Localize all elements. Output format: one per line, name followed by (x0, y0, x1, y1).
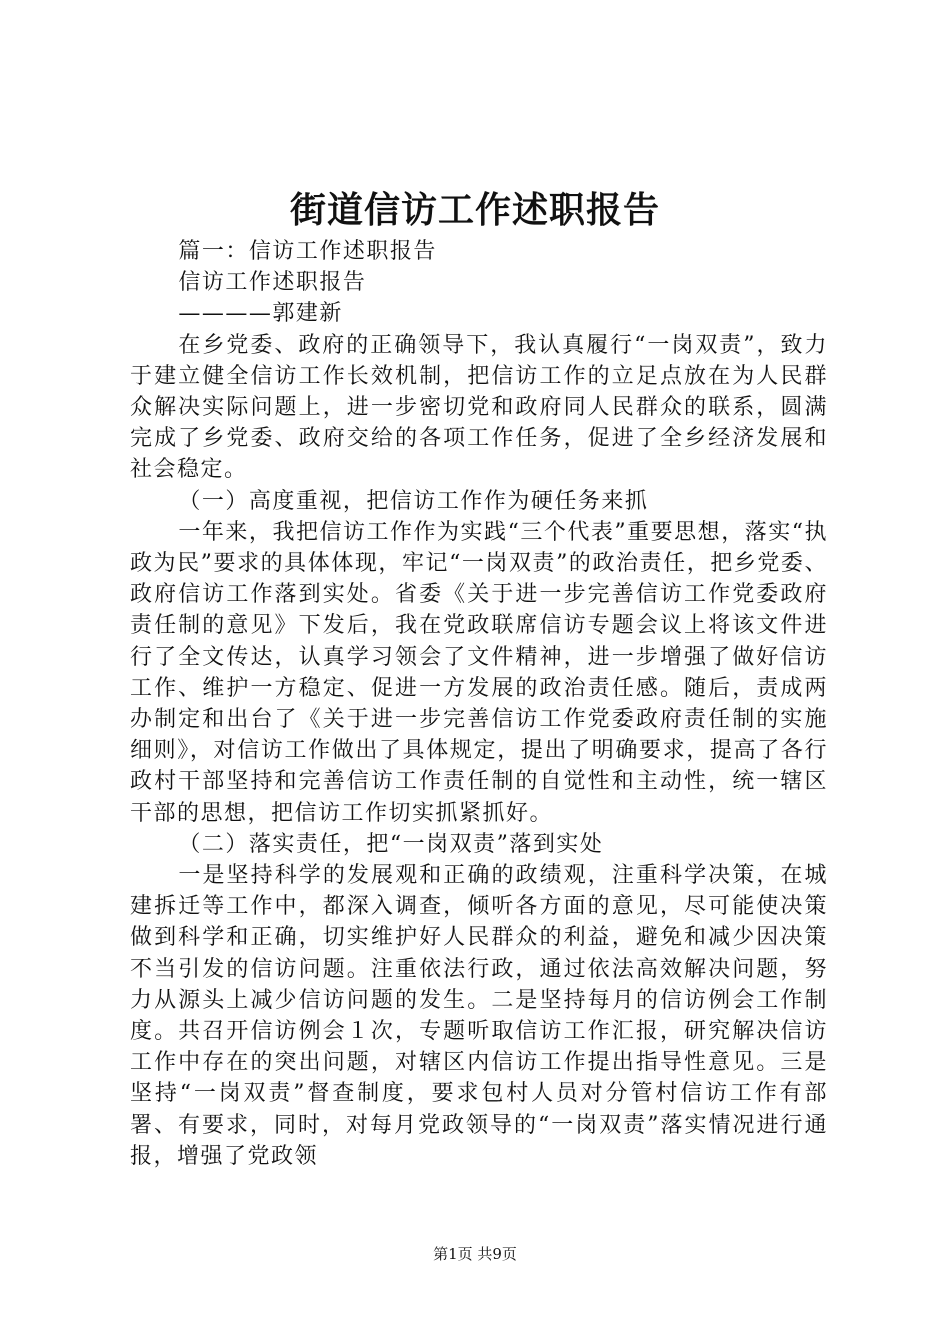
document-title: 街道信访工作述职报告 (289, 189, 660, 231)
document-body (130, 236, 828, 1172)
page-number-footer: 第1页 共9页 (433, 1245, 517, 1263)
section-heading: （二）落实责任，把“一岗双责”落到实处 (178, 831, 604, 857)
section-heading: （一）高度重视，把信访工作作为硬任务来抓 (178, 488, 649, 514)
paragraph: 一是坚持科学的发展观和正确的政绩观，注重科学决策，在城建拆迁等工作中，都深入调查，倾听各方面的意见，尽可能使决策做到科学和正确，切实维护好人民群众的利益，避免和减少因决策不当引发的信访问题。注重依法行政，通过依法高效解决问题，努力从源头上减少信访问题的发生。二是坚持每月的信访例会工作制度。共召开信访例会１次，专题听取信访工作汇报，研究解决信访工作中存在的突出问题，对辖区内信访工作提出指导性意见。三是坚持“一岗双责”督查制度，要求包村人员对分管村信访工作有部署、有要求，同时，对每月党政领导的“一岗双责”落实情况进行通报，增强了党政领 (130, 863, 828, 1169)
paragraph: 一年来，我把信访工作作为实践“三个代表”重要思想，落实“执政为民”要求的具体体现，牢记“一岗双责”的政治责任，把乡党委、政府信访工作落到实处。省委《关于进一步完善信访工作党委政府责任制的意见》下发后，我在党政联席信访专题会议上将该文件进行了全文传达，认真学习领会了文件精神，进一步增强了做好信访工作、维护一方稳定、促进一方发展的政治责任感。随后，责成两办制定和出台了《关于进一步完善信访工作党委政府责任制的实施细则》，对信访工作做出了具体规定，提出了明确要求，提高了各行政村干部坚持和完善信访工作责任制的自觉性和主动性，统一辖区干部的思想，把信访工作切实抓紧抓好。 (130, 519, 828, 826)
paragraph: 篇一：信访工作述职报告 (178, 239, 437, 264)
author-line: ————郭建新 (178, 301, 343, 327)
paragraph: 在乡党委、政府的正确领导下，我认真履行“一岗双责”，致力于建立健全信访工作长效机制，把信访工作的立足点放在为人民群众解决实际问题上，进一步密切党和政府同人民群众的联系，圆满完成了乡党委、政府交给的各项工作任务，促进了全乡经济发展和社会稳定。 (130, 332, 828, 483)
paragraph: 信访工作述职报告 (178, 270, 367, 296)
